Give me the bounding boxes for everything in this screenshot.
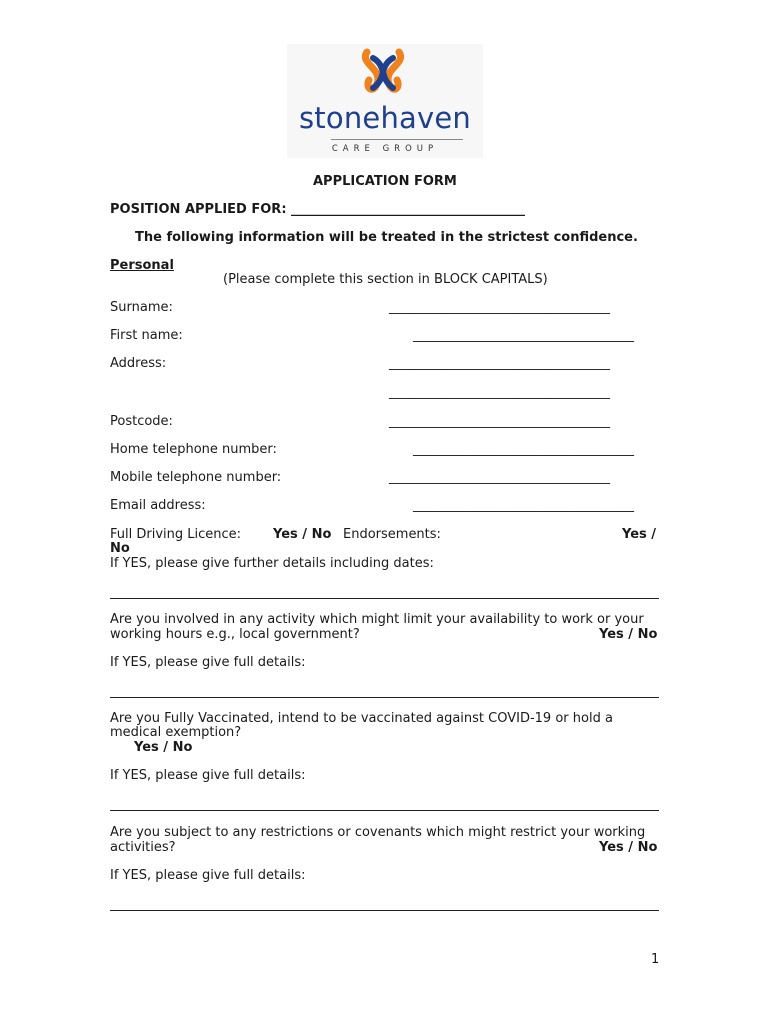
q2-details-prompt: If YES, please give full details: (110, 768, 306, 783)
first-name-label: First name: (110, 328, 183, 343)
home-phone-label: Home telephone number: (110, 442, 277, 457)
mobile-phone-label: Mobile telephone number: (110, 470, 282, 485)
q3-yes-no[interactable]: Yes / No (599, 840, 658, 855)
driving-details-prompt: If YES, please give further details including dates: (110, 556, 434, 571)
q3-text-line1: Are you subject to any restrictions or covenants which might restrict your working (110, 825, 646, 840)
logo-subtitle: CARE GROUP (331, 144, 439, 154)
q2-yes-no[interactable]: Yes / No (134, 740, 193, 755)
home-phone-blank[interactable]: __________________________________ (413, 442, 634, 457)
q1-details-line[interactable] (110, 697, 659, 698)
q2-text-line2: medical exemption? (110, 725, 242, 740)
section-heading-personal: Personal (110, 258, 174, 273)
email-label: Email address: (110, 498, 206, 513)
driving-licence-yes-no[interactable]: Yes / No (273, 527, 332, 542)
form-title: APPLICATION FORM (313, 174, 457, 189)
email-blank[interactable]: __________________________________ (413, 498, 634, 513)
postcode-blank[interactable]: __________________________________ (389, 414, 610, 429)
address-blank-1[interactable]: __________________________________ (389, 356, 610, 371)
endorsements-label: Endorsements: (343, 527, 441, 542)
page-number: 1 (651, 952, 660, 967)
first-name-blank[interactable]: __________________________________ (413, 328, 634, 343)
confidentiality-note: The following information will be treated in the strictest confidence. (135, 230, 638, 245)
logo-divider (331, 139, 463, 140)
endorsements-yes[interactable]: Yes / (622, 527, 657, 542)
postcode-label: Postcode: (110, 414, 173, 429)
driving-licence-label: Full Driving Licence: (110, 527, 242, 542)
q1-yes-no[interactable]: Yes / No (599, 627, 658, 642)
q3-details-prompt: If YES, please give full details: (110, 868, 306, 883)
driving-details-line[interactable] (110, 598, 659, 599)
q3-text-line2: activities? (110, 840, 176, 855)
address-blank-2[interactable]: __________________________________ (389, 385, 610, 400)
ribbon-logo-icon (287, 44, 483, 104)
address-label: Address: (110, 356, 167, 371)
logo-wordmark: stonehaven (299, 101, 471, 135)
section-note: (Please complete this section in BLOCK CAPITALS) (223, 272, 548, 287)
q2-details-line[interactable] (110, 810, 659, 811)
endorsements-no[interactable]: No (110, 541, 130, 556)
q1-text-line2: working hours e.g., local government? (110, 627, 360, 642)
q2-text-line1: Are you Fully Vaccinated, intend to be vaccinated against COVID-19 or hold a (110, 711, 613, 726)
company-logo (287, 44, 483, 158)
surname-label: Surname: (110, 300, 173, 315)
surname-blank[interactable]: __________________________________ (389, 300, 610, 315)
position-applied-for[interactable]: POSITION APPLIED FOR: ____________________________________ (110, 202, 526, 217)
q3-details-line[interactable] (110, 910, 659, 911)
q1-text-line1: Are you involved in any activity which might limit your availability to work or your (110, 612, 644, 627)
mobile-phone-blank[interactable]: __________________________________ (389, 470, 610, 485)
q1-details-prompt: If YES, please give full details: (110, 655, 306, 670)
